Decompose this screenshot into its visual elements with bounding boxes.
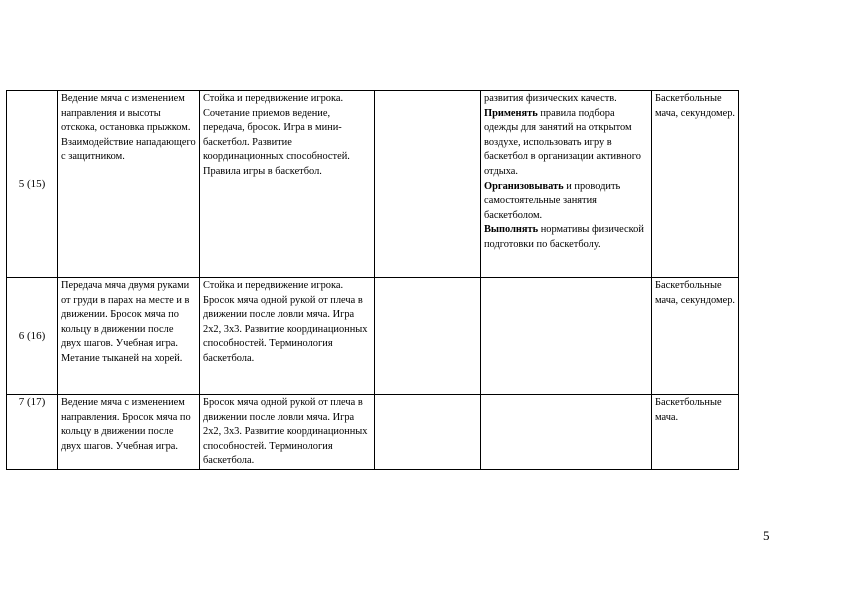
table-row: [7, 91, 739, 278]
table-row: [7, 395, 739, 470]
empty-cell: [375, 278, 481, 395]
activity-text: и проводить самостоятельные занятия баскетболом.: [484, 180, 621, 221]
lesson-number: 5 (15): [7, 91, 58, 278]
equipment: Баскетбольные мача.: [652, 395, 739, 470]
student-activity: [481, 91, 652, 278]
equipment: Баскетбольные мача, секундомер.: [652, 91, 739, 278]
empty-cell: [375, 395, 481, 470]
lesson-tasks: Стойка и передвижение игрока. Сочетание приемов ведение, передача, бросок. Игра в мини-баскетбол. Развитие координационных способностей. Правила игры в баскетбол.: [200, 91, 375, 278]
activity-verb: Применять: [484, 107, 538, 119]
activity-verb: Выполнять: [484, 224, 539, 236]
lesson-plan-table: [6, 90, 739, 470]
table-row: [7, 278, 739, 395]
activity-verb: Организовывать: [484, 180, 564, 192]
lesson-tasks: Стойка и передвижение игрока. Бросок мяча одной рукой от плеча в движении после ловли мяча. Игра 2х2, 3х3. Развитие координационных способностей. Терминология баскетбола.: [200, 278, 375, 395]
student-activity: [481, 278, 652, 395]
lesson-content: Ведение мяча с изменением направления и высоты отскока, остановка прыжком. Взаимодействие нападающего с защитником.: [58, 91, 200, 278]
lesson-content: Передача мяча двумя руками от груди в парах на месте и в движении. Бросок мяча по кольцу в движении после двух шагов. Учебная игра. Метание тыканей на хорей.: [58, 278, 200, 395]
lesson-content: Ведение мяча с изменением направления. Бросок мяча по кольцу в движении после двух шагов. Учебная игра.: [58, 395, 200, 470]
page-number: 5: [763, 528, 770, 543]
activity-text: правила подбора одежды для занятий на открытом воздухе, использовать игру в баскетбол в организации активного отдыха.: [484, 107, 641, 177]
equipment: Баскетбольные мача, секундомер.: [652, 278, 739, 395]
lesson-number: 7 (17): [7, 395, 58, 470]
activity-text: развития физических качеств.: [484, 93, 617, 104]
student-activity: [481, 395, 652, 470]
empty-cell: [375, 91, 481, 278]
lesson-tasks: Бросок мяча одной рукой от плеча в движении после ловли мяча. Игра 2х2, 3х3. Развитие координационных способностей. Терминология баскетбола.: [200, 395, 375, 470]
lesson-number: 6 (16): [7, 278, 58, 395]
activity-text: нормативы физической подготовки по баскетболу.: [484, 224, 644, 250]
